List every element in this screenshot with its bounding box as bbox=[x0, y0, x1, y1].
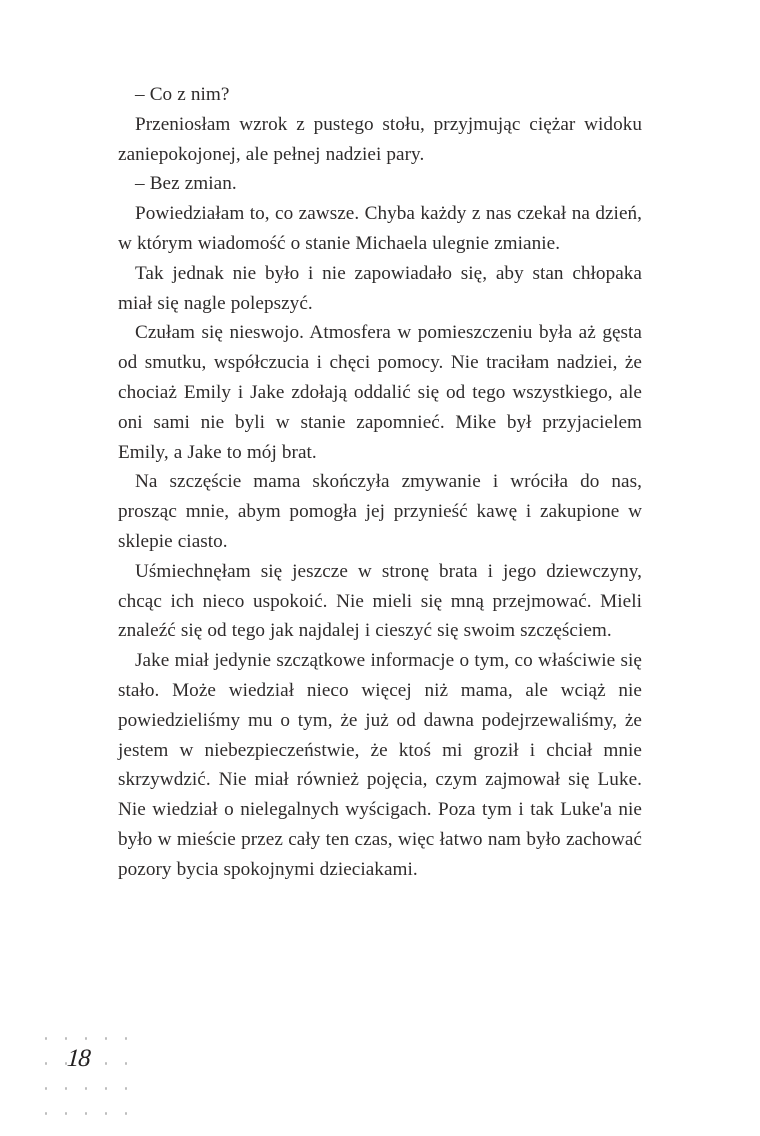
paragraph: – Co z nim? bbox=[135, 84, 230, 105]
paragraph: – Bez zmian. bbox=[135, 173, 237, 195]
grid-dot-cell bbox=[116, 1026, 136, 1051]
grid-dot bbox=[45, 1087, 47, 1089]
grid-dot bbox=[105, 1037, 107, 1039]
grid-dot-cell bbox=[96, 1101, 116, 1126]
grid-dot bbox=[105, 1112, 107, 1114]
paragraph: Czułam się nieswojo. Atmosfera w pomieszczeniu była aż gęsta od smutku, współczucia i chęci pomocy. Nie traciłam nadziei, że chociaż Emily i Jake zdołają oddalić się od tego wszystkiego, ale oni sami nie byli w stanie zapomnieć. Mike był przyjacielem Emily, a Jake to mój brat. bbox=[118, 322, 642, 463]
grid-dot bbox=[45, 1062, 47, 1064]
grid-dot-cell bbox=[36, 1076, 56, 1101]
grid-dot-cell bbox=[56, 1101, 76, 1126]
grid-dot-cell bbox=[116, 1076, 136, 1101]
grid-dot bbox=[45, 1112, 47, 1114]
grid-dot bbox=[85, 1087, 87, 1089]
grid-dot-cell bbox=[96, 1051, 116, 1076]
grid-dot bbox=[45, 1037, 47, 1039]
grid-dot-cell bbox=[76, 1076, 96, 1101]
grid-dot bbox=[65, 1112, 67, 1114]
grid-dot bbox=[65, 1087, 67, 1089]
grid-dot-cell bbox=[96, 1076, 116, 1101]
page-number: 18 bbox=[66, 1045, 91, 1072]
grid-dot-cell bbox=[116, 1051, 136, 1076]
grid-dot-cell bbox=[56, 1076, 76, 1101]
paragraph: Na szczęście mama skończyła zmywanie i wróciła do nas, prosząc mnie, abym pomogła jej przynieść kawę i zakupione w sklepie ciasto. bbox=[118, 471, 642, 552]
grid-dot-cell bbox=[36, 1026, 56, 1051]
paragraph: Jake miał jedynie szczątkowe informacje o tym, co właściwie się stało. Może wiedział nieco więcej niż mama, ale wciąż nie powiedzieliśmy mu o tym, że już od dawna podejrzewaliśmy, że jestem w niebezpieczeństwie, że ktoś mi groził i chciał mnie skrzywdzić. Nie miał również pojęcia, czym zajmował się Luke. Nie wiedział o nielegalnych wyścigach. Poza tym i tak Luke'a nie było w mieście przez cały ten czas, więc łatwo nam było zachować pozory bycia spokojnymi dzieciakami. bbox=[118, 650, 642, 880]
paragraph: Tak jednak nie było i nie zapowiadało się, aby stan chłopaka miał się nagle polepszyć. bbox=[118, 262, 642, 314]
grid-dot bbox=[125, 1037, 127, 1039]
grid-dot bbox=[125, 1087, 127, 1089]
paragraph: Powiedziałam to, co zawsze. Chyba każdy z nas czekał na dzień, w którym wiadomość o stanie Michaela ulegnie zmianie. bbox=[118, 203, 642, 254]
grid-dot bbox=[105, 1062, 107, 1064]
grid-dot bbox=[125, 1112, 127, 1114]
grid-dot-cell bbox=[96, 1026, 116, 1051]
grid-dot-cell bbox=[116, 1101, 136, 1126]
grid-dot-cell bbox=[36, 1101, 56, 1126]
page-body-text bbox=[118, 80, 642, 885]
page-number-ornament bbox=[36, 1026, 140, 1112]
grid-dot-cell bbox=[76, 1101, 96, 1126]
dot-grid-decoration bbox=[36, 1026, 136, 1126]
grid-dot bbox=[65, 1037, 67, 1039]
grid-dot bbox=[85, 1037, 87, 1039]
grid-dot bbox=[105, 1087, 107, 1089]
grid-dot bbox=[85, 1112, 87, 1114]
grid-dot bbox=[125, 1062, 127, 1064]
paragraph: Uśmiechnęłam się jeszcze w stronę brata i jego dziewczyny, chcąc ich nieco uspokoić. Nie mieli się mną przejmować. Mieli znaleźć się od tego jak najdalej i cieszyć się swoim szczęściem. bbox=[118, 560, 642, 642]
paragraph: Przeniosłam wzrok z pustego stołu, przyjmując ciężar widoku zaniepokojonej, ale pełnej nadziei pary. bbox=[118, 113, 642, 165]
grid-dot-cell bbox=[36, 1051, 56, 1076]
